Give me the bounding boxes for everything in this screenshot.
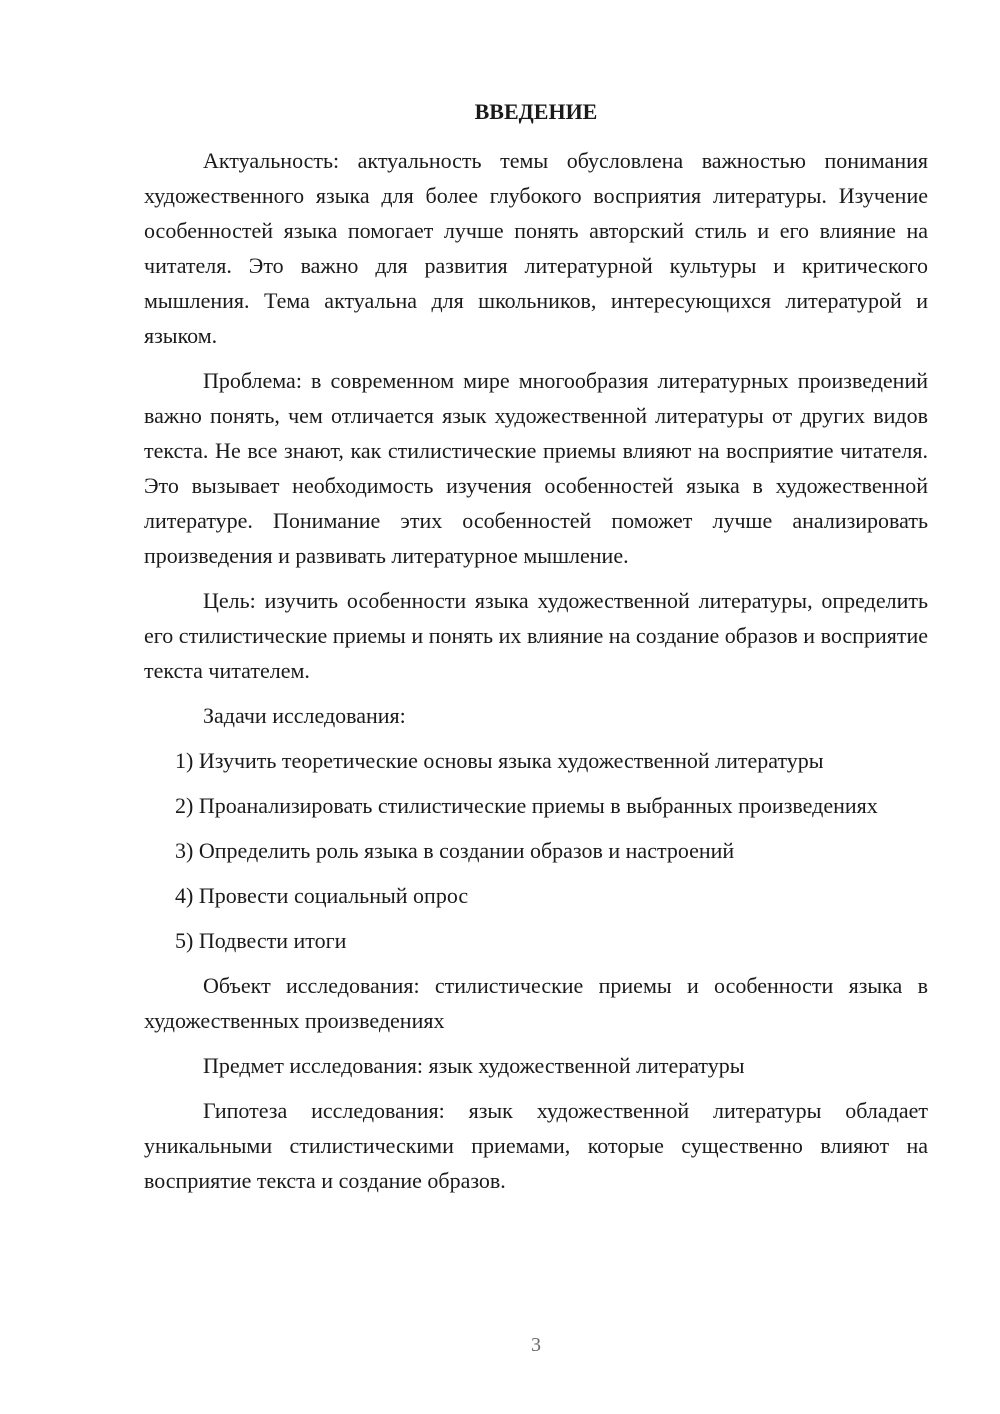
task-item-3: 3) Определить роль языка в создании образов и настроений bbox=[175, 838, 735, 863]
paragraph-goal: Цель: изучить особенности языка художественной литературы, определить его стилистические приемы и понять их влияние на создание образов и восприятие текста читателем. bbox=[144, 588, 928, 683]
paragraph-problem: Проблема: в современном мире многообразия литературных произведений важно понять, чем отличается язык художественной литературы от других видов текста. Не все знают, как стилистические приемы влияют на восприятие читателя. Это вызывает необходимость изучения особенностей языка в художественной литературе. Понимание этих особенностей поможет лучше анализировать произведения и развивать литературное мышление. bbox=[144, 368, 928, 568]
document-page bbox=[144, 94, 928, 1208]
paragraph-hypothesis: Гипотеза исследования: язык художественной литературы обладает уникальными стилистическими приемами, которые существенно влияют на восприятие текста и создание образов. bbox=[144, 1098, 928, 1193]
task-item-1: 1) Изучить теоретические основы языка художественной литературы bbox=[175, 748, 824, 773]
paragraph-subject: Предмет исследования: язык художественной литературы bbox=[203, 1053, 745, 1078]
page-number: 3 bbox=[531, 1334, 541, 1356]
task-item-5: 5) Подвести итоги bbox=[175, 928, 347, 953]
task-item-2: 2) Проанализировать стилистические приемы в выбранных произведениях bbox=[175, 793, 878, 818]
section-heading: ВВЕДЕНИЕ bbox=[474, 99, 598, 124]
paragraph-tasks-title: Задачи исследования: bbox=[203, 703, 406, 728]
task-item-4: 4) Провести социальный опрос bbox=[175, 883, 469, 908]
paragraph-object: Объект исследования: стилистические приемы и особенности языка в художественных произведениях bbox=[144, 973, 928, 1033]
paragraph-relevance: Актуальность: актуальность темы обусловлена важностью понимания художественного языка для более глубокого восприятия литературы. Изучение особенностей языка помогает лучше понять авторский стиль и его влияние на читателя. Это важно для развития литературной культуры и критического мышления. Тема актуальна для школьников, интересующихся литературой и языком. bbox=[144, 148, 928, 348]
